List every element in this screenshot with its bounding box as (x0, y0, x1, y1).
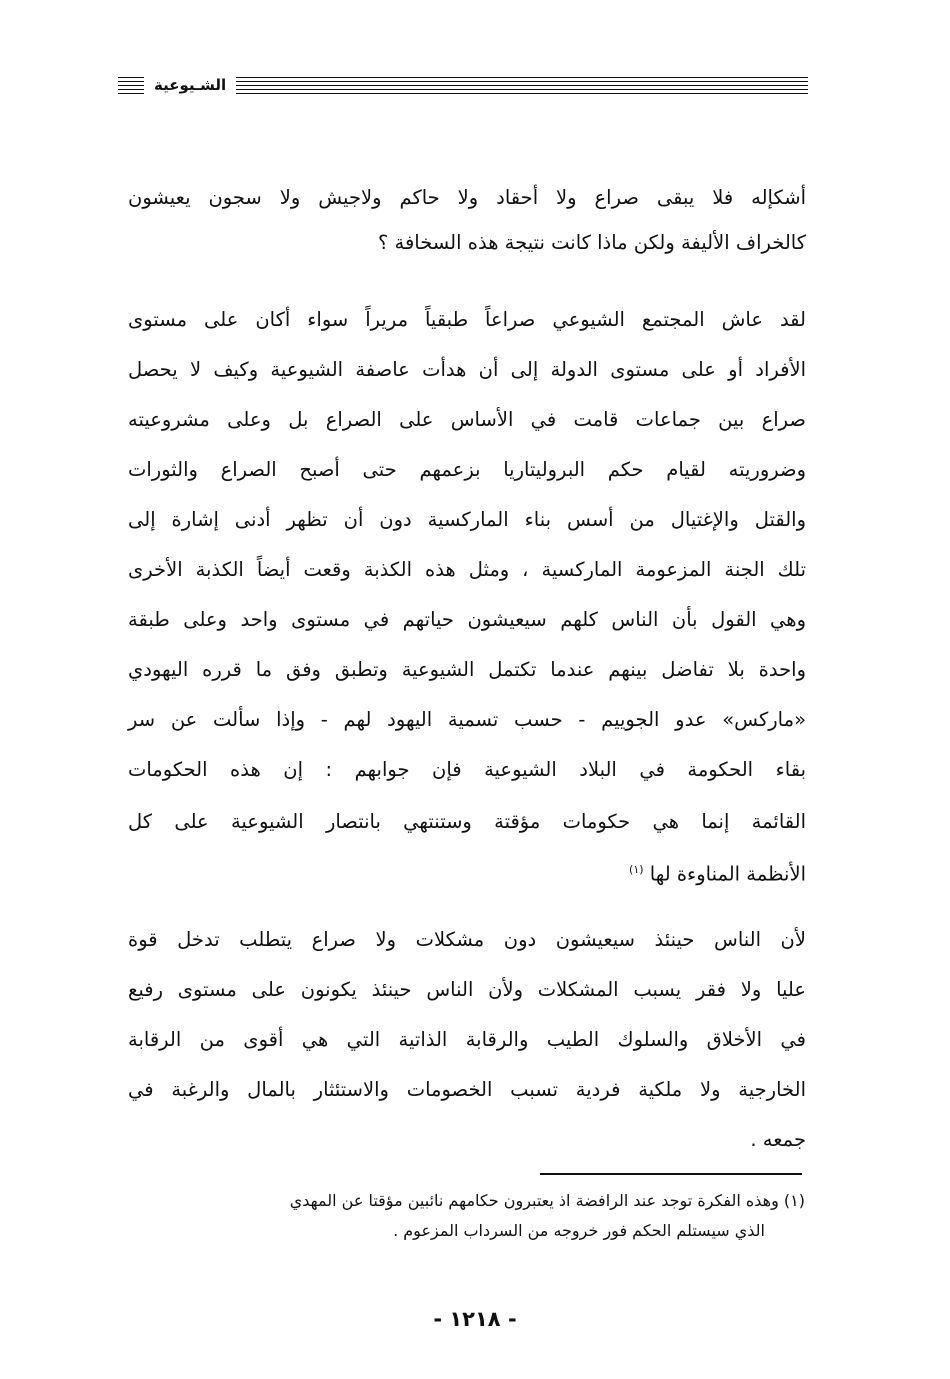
text-line: عليا ولا فقر يسبب المشكلات ولأن الناس حينئذ يكونون على مستوى رفيع (128, 978, 806, 1001)
footnote-line (290, 1188, 805, 1214)
text-line: كالخراف الأليفة ولكن ماذا كانت نتيجة هذه السخافة ؟ (377, 231, 806, 254)
text-line: لقد عاش المجتمع الشيوعي صراعاً طبقياً مريراً سواء أكان على مستوى (128, 308, 806, 331)
text-line: «ماركس» عدو الجوييم - حسب تسمية اليهود لهم - وإذا سألت عن سر (128, 708, 806, 731)
text-line: صراع بين جماعات قامت في الأساس على الصراع بل وعلى مشروعيته (128, 408, 806, 431)
text-line (128, 855, 806, 890)
text-line: وهي القول بأن الناس كلهم سيعيشون حياتهم في مستوى واحد وعلى طبقة (128, 608, 806, 631)
header-rule-right (236, 75, 808, 95)
header-title: الشـيوعية (154, 76, 227, 94)
footnote-line: الذي سيستلم الحكم فور خروجه من السرداب المزعوم . (393, 1221, 765, 1240)
text-line: وضروريته لقيام حكم البروليتاريا بزعمهم حتى أصبح الصراع والثورات (128, 458, 806, 481)
page-number: - ١٢١٨ - (433, 1307, 517, 1331)
footnote-text: وهذه الفكرة توجد عند الرافضة اذ يعتبرون حكامهم نائبين مؤقتا عن المهدي (289, 1191, 779, 1210)
footnote-reference: (١) (629, 863, 644, 876)
text-line: تلك الجنة المزعومة الماركسية ، ومثل هذه الكذبة وقعت أيضاً الكذبة الأخرى (128, 558, 806, 581)
text-line: الأفراد أو على مستوى الدولة إلى أن هدأت عاصفة الشيوعية وكيف لا يحصل (128, 358, 806, 381)
text-line: أشكإله فلا يبقى صراع ولا أحقاد ولا حاكم ولاجيش ولا سجون يعيشون (128, 186, 806, 209)
text-segment: الأنظمة المناوءة لها (649, 862, 806, 886)
footnote-divider (540, 1173, 802, 1175)
text-line: جمعه . (750, 1128, 806, 1151)
running-header (118, 74, 808, 96)
footnote-marker: (١) (783, 1191, 805, 1210)
text-line: في الأخلاق والسلوك الطيب والرقابة الذاتية التي هي أقوى من الرقابة (128, 1028, 806, 1051)
text-line: بقاء الحكومة في البلاد الشيوعية فإن جوابهم : إن هذه الحكومات (128, 758, 806, 781)
header-rule-left (118, 75, 144, 95)
text-line: واحدة بلا تفاضل بينهم عندما تكتمل الشيوعية وتطبق وفق ما قرره اليهودي (128, 658, 806, 681)
text-line: لأن الناس حينئذ سيعيشون دون مشكلات ولا صراع يتطلب تدخل قوة (128, 928, 806, 951)
text-line: الخارجية ولا ملكية فردية تسبب الخصومات والاستئثار بالمال والرغبة في (128, 1078, 806, 1101)
text-line: القائمة إنما هي حكومات مؤقتة وستنتهي بانتصار الشيوعية على كل (128, 810, 806, 833)
text-line: والقتل والإغتيال من أسس بناء الماركسية دون أن تظهر أدنى إشارة إلى (128, 508, 806, 531)
